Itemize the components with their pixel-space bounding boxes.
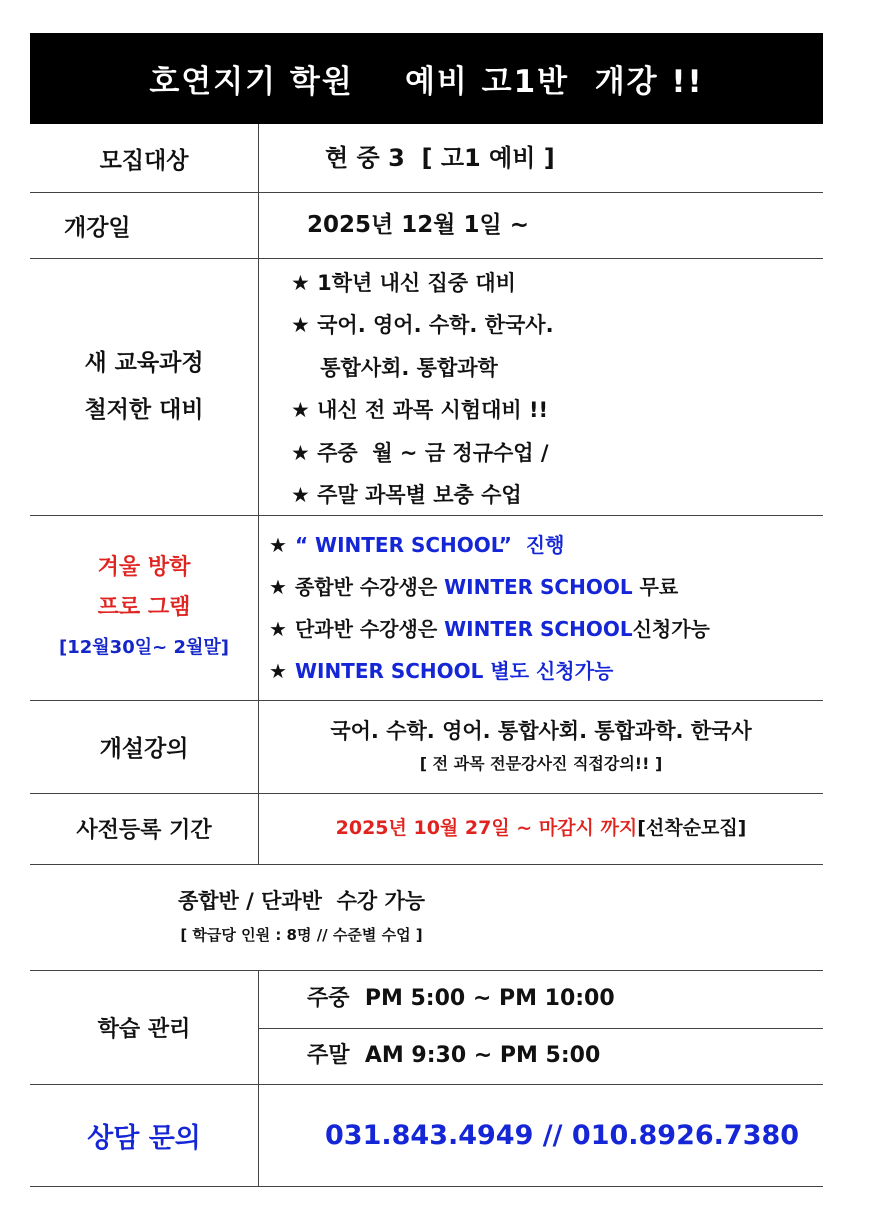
divider [30, 1186, 823, 1187]
courses-label: 개설강의 [99, 736, 189, 762]
star-icon: ★ [269, 659, 287, 683]
winter-item: ★ WINTER SCHOOL 별도 신청가능 [269, 659, 614, 683]
weekend-hours: 주말 AM 9:30 ~ PM 5:00 [307, 1043, 601, 1068]
schedule-label: 학습 관리 [97, 1016, 191, 1042]
winter-item: ★ 종합반 수강생은 WINTER SCHOOL 무료 [269, 575, 679, 599]
winter-list [259, 524, 823, 692]
target-label: 모집대상 [99, 147, 189, 174]
opening-date: 2025년 12월 1일 ~ [307, 211, 529, 238]
opening-label: 개강일 [64, 214, 131, 241]
curriculum-label: 새 교육과정 철저한 대비 [84, 349, 204, 423]
star-icon: ★ [269, 575, 287, 599]
winter-item: ★ “ WINTER SCHOOL” 진행 [269, 533, 565, 557]
preregistration-label: 사전등록 기간 [76, 818, 212, 843]
contact-label: 상담 문의 [87, 1122, 201, 1154]
list-item: ★ 1학년 내신 집중 대비 [291, 270, 516, 295]
contact-phones: 031.843.4949 // 010.8926.7380 [325, 1119, 800, 1151]
list-item: ★ 내신 전 과목 시험대비 !! [291, 398, 549, 423]
list-item: ★ 주말 과목별 보충 수업 [291, 483, 522, 508]
courses-value: 국어. 수학. 영어. 통합사회. 통합과학. 한국사 [ 전 과목 전문강사진 직접강의!! ] [330, 719, 752, 773]
list-item: 통합사회. 통합과학 [291, 355, 498, 380]
class-info: 종합반 / 단과반 수강 가능 [ 학급당 인원 : 8명 // 수준별 수업 ] [177, 889, 426, 944]
winter-item: ★ 단과반 수강생은 WINTER SCHOOL 신청가능 [269, 617, 710, 641]
weekday-hours: 주중 PM 5:00 ~ PM 10:00 [307, 986, 615, 1011]
curriculum-list [259, 262, 823, 517]
target-value: 현 중 3 [ 고1 예비 ] [325, 144, 555, 172]
star-icon: ★ [269, 617, 287, 641]
winter-label: 겨울 방학 프로 그램 [12월30일~ 2월말] [59, 554, 229, 658]
star-icon: ★ [269, 533, 287, 557]
preregistration-period: 2025년 10월 27일 ~ 마감시 까지 [선착순모집] [335, 817, 747, 839]
page-title: 호연지기 학원 예비 고1반 개강 !! [30, 33, 823, 124]
list-item: ★ 주중 월 ~ 금 정규수업 / [291, 440, 549, 465]
list-item: ★ 국어. 영어. 수학. 한국사. [291, 313, 554, 338]
